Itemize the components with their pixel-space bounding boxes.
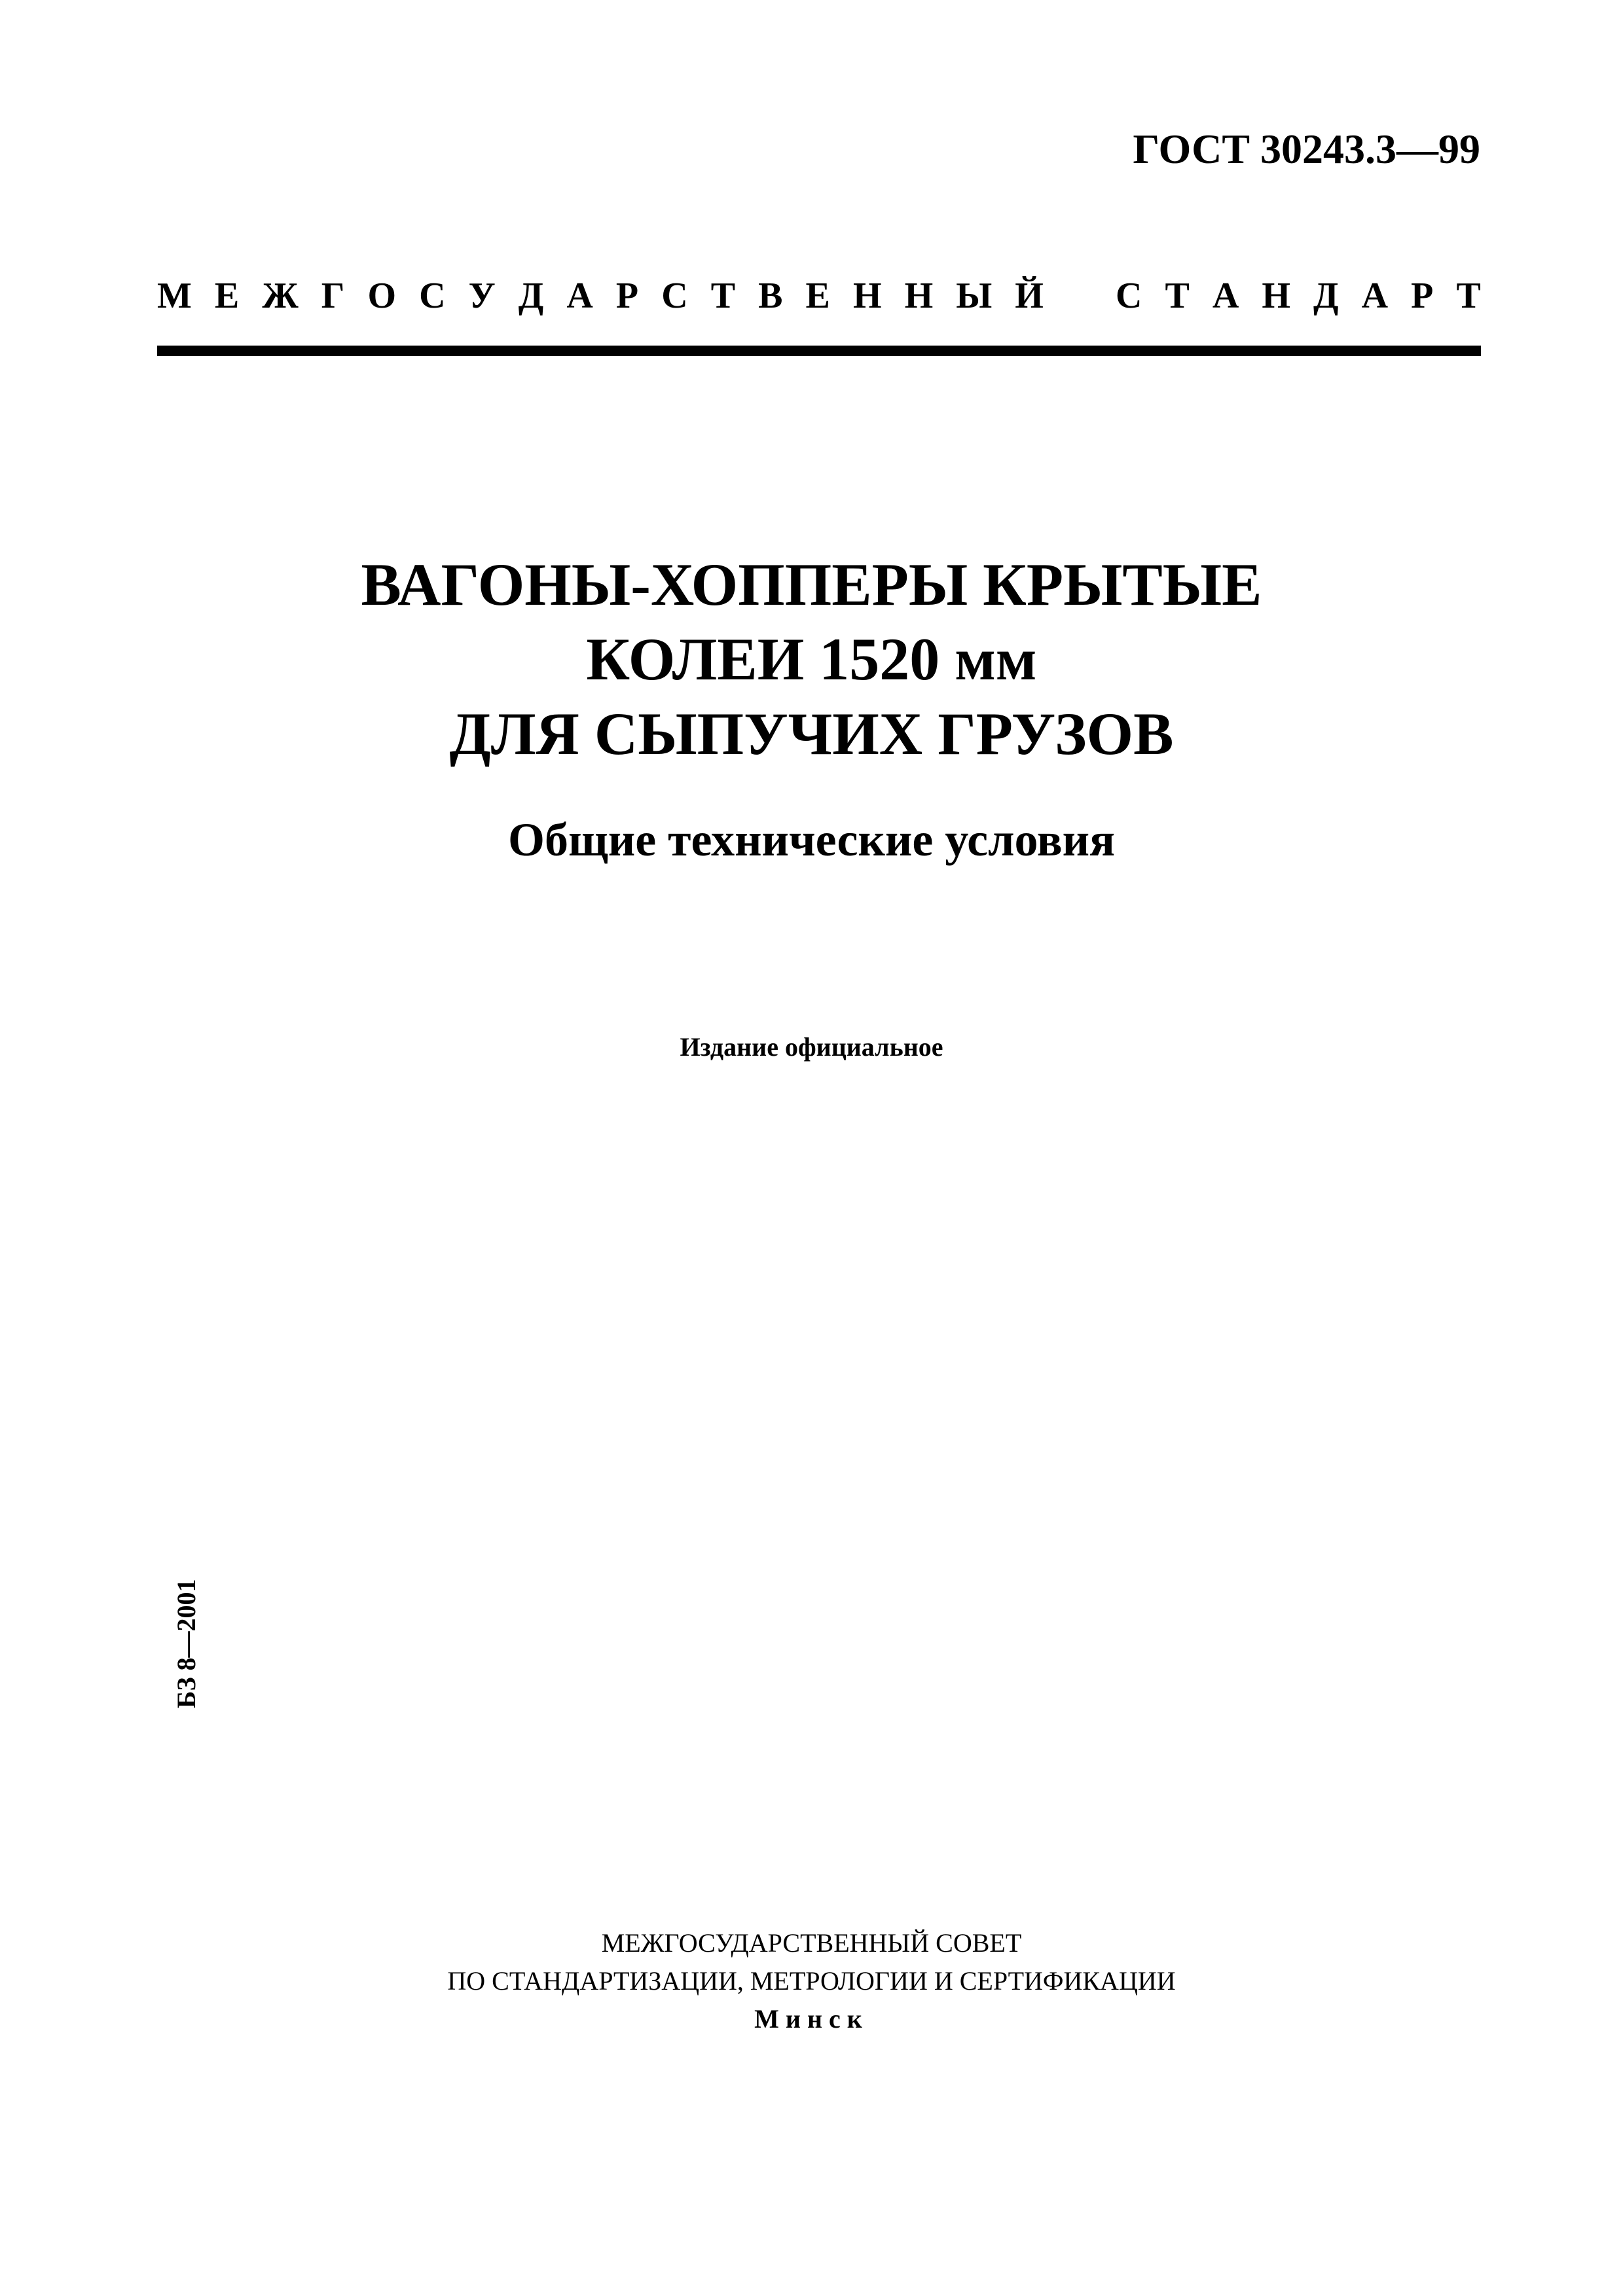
- banner-word2-letter: С: [1115, 276, 1142, 316]
- banner-word2-letter: А: [1212, 276, 1239, 316]
- banner-word1-letter: Ж: [262, 276, 299, 316]
- banner-word-gap: [1067, 278, 1093, 314]
- banner-word1-letter: Е: [805, 276, 830, 316]
- title-line-1: ВАГОНЫ-ХОППЕРЫ КРЫТЫЕ: [361, 551, 1262, 618]
- banner-word2-letter: А: [1361, 276, 1389, 316]
- banner-word1-letter: Й: [1015, 276, 1044, 316]
- banner-word1-letter: С: [419, 276, 446, 316]
- banner-word1-letter: А: [566, 276, 593, 316]
- banner-word1-letter: Н: [904, 276, 934, 316]
- banner-word1-letter: Д: [518, 276, 544, 316]
- publisher-line-2: ПО СТАНДАРТИЗАЦИИ, МЕТРОЛОГИИ И СЕРТИФИКАЦИИ: [447, 1966, 1176, 1996]
- document-number: ГОСТ 30243.3—99: [1133, 126, 1480, 172]
- banner-word1-letter: Ы: [956, 276, 993, 316]
- side-code: БЗ 8—2001: [172, 1579, 201, 1708]
- document-subtitle: Общие технические условия: [507, 814, 1116, 866]
- banner-word1-letter: Н: [852, 276, 882, 316]
- banner-word2-letter: Р: [1411, 276, 1434, 316]
- banner-word1-letter: Т: [710, 276, 736, 316]
- banner-word2-letter: Т: [1165, 276, 1190, 316]
- title-line-2: КОЛЕИ 1520 мм: [586, 626, 1037, 692]
- banner-word2-letter: Н: [1262, 276, 1290, 316]
- banner-word1-letter: Г: [321, 276, 345, 316]
- header-rule: [157, 346, 1481, 356]
- banner-word2-letter: Д: [1313, 276, 1339, 316]
- banner-word1-letter: Е: [214, 276, 240, 316]
- banner-word1-letter: М: [157, 276, 192, 316]
- banner-word2-letter: Т: [1456, 276, 1481, 316]
- publisher-city: Минск: [754, 2004, 869, 2034]
- edition-note: Издание официальное: [680, 1032, 943, 1062]
- banner-word1-letter: В: [758, 276, 783, 316]
- banner-word1-letter: О: [367, 276, 397, 316]
- title-line-3: ДЛЯ СЫПУЧИХ ГРУЗОВ: [449, 700, 1174, 767]
- banner-word1-letter: Р: [615, 276, 639, 316]
- banner-word1-letter: У: [468, 276, 496, 316]
- banner-word1-letter: С: [661, 276, 688, 316]
- standard-banner: [157, 278, 1481, 314]
- document-title: [0, 547, 1623, 771]
- publisher-line-1: МЕЖГОСУДАРСТВЕННЫЙ СОВЕТ: [601, 1928, 1022, 1958]
- publisher-block: [0, 1924, 1623, 2038]
